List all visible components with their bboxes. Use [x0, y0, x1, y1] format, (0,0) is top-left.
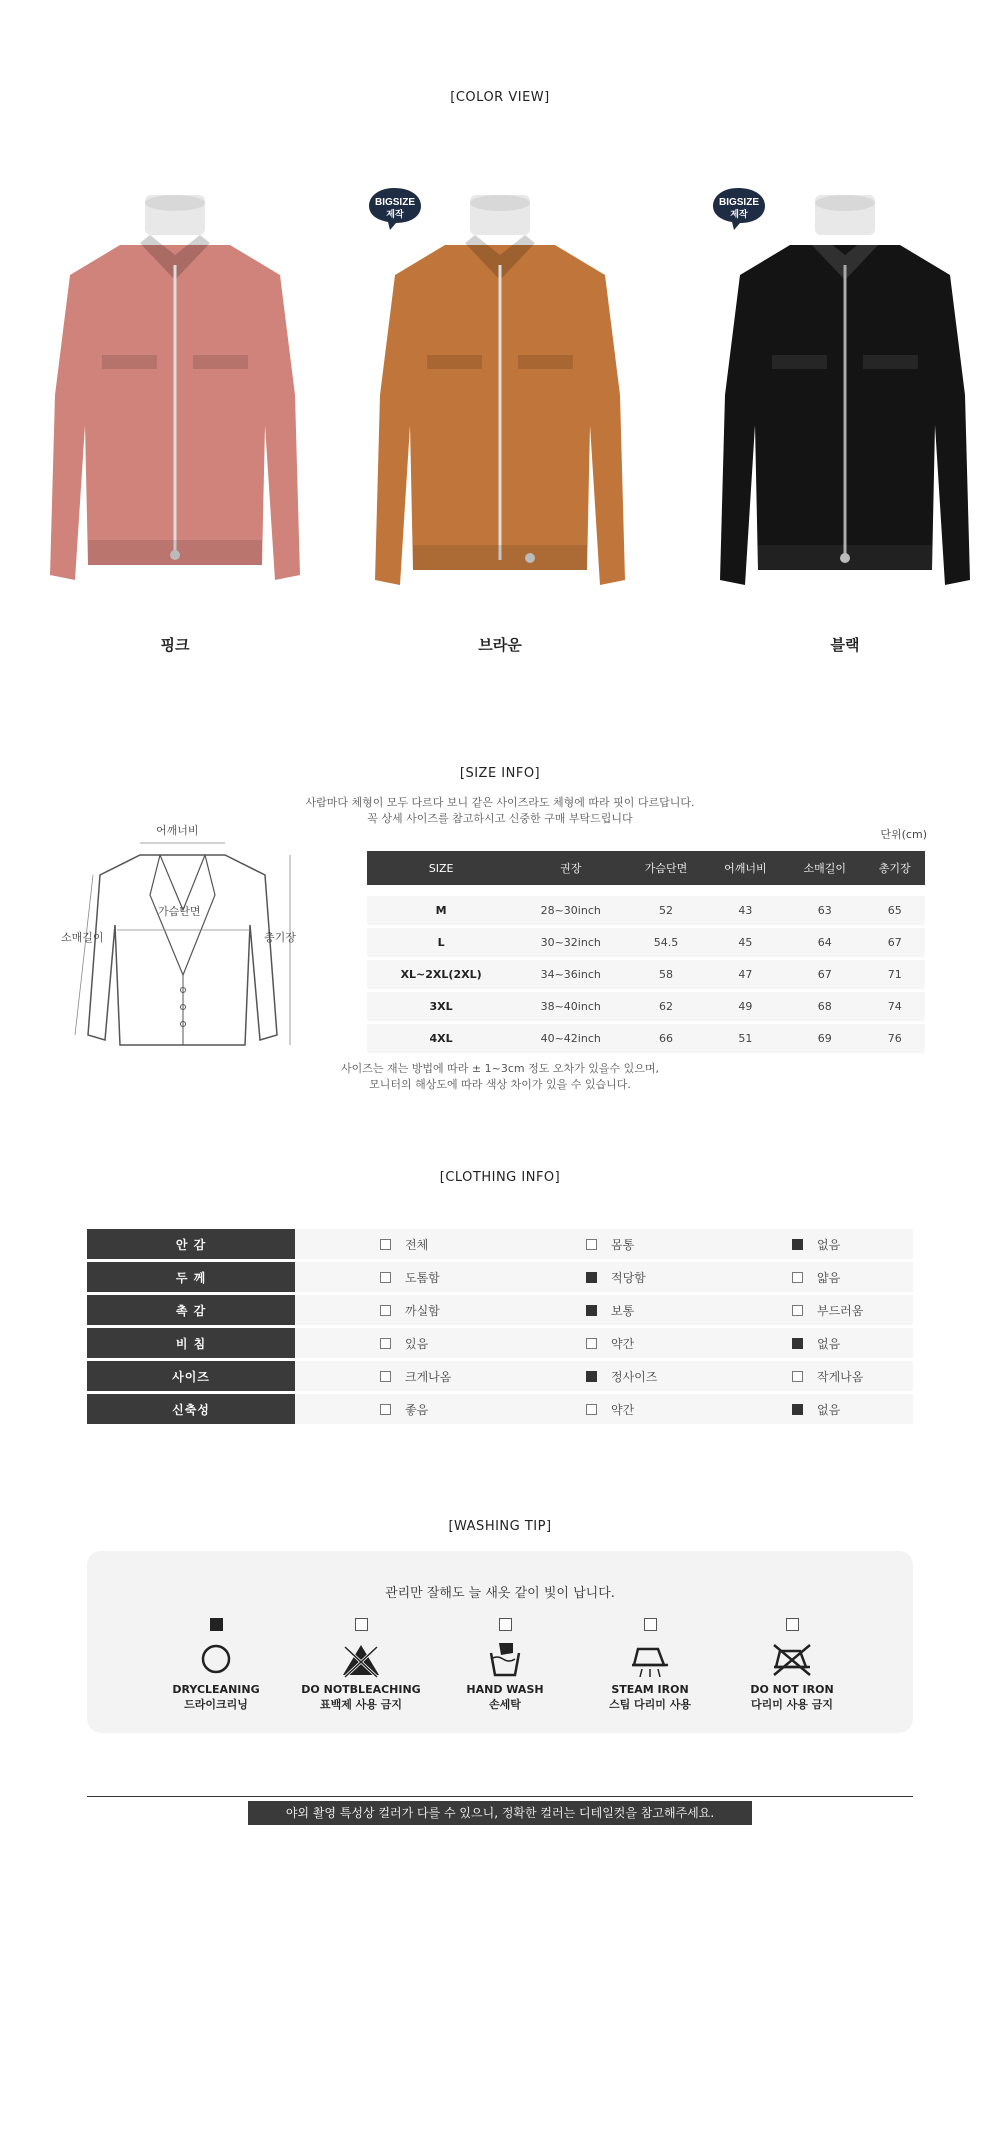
- size-cell: 45: [706, 925, 785, 957]
- clothing-option-label: 약간: [611, 1336, 635, 1351]
- size-cell: 34~36inch: [515, 957, 626, 989]
- clothing-option-label: 있음: [405, 1336, 429, 1351]
- table-row: [367, 893, 925, 925]
- size-table: [367, 851, 925, 1053]
- clothing-option: [295, 1229, 501, 1261]
- size-note-top-2: 꼭 상세 사이즈를 참고하시고 신중한 구매 부탁드립니다: [367, 812, 633, 825]
- clothing-option: [295, 1261, 501, 1294]
- size-cell: 74: [864, 989, 925, 1021]
- clothing-option-label: 없음: [817, 1336, 841, 1351]
- checkbox-icon: [586, 1272, 597, 1283]
- checkbox-icon: [792, 1272, 803, 1283]
- clothing-option: [501, 1229, 707, 1261]
- clothing-option-label: 크게나옴: [405, 1369, 452, 1384]
- clothing-option: [295, 1294, 501, 1327]
- clothing-option-label: 없음: [817, 1237, 841, 1252]
- checkbox-icon: [792, 1305, 803, 1316]
- clothing-row: [87, 1360, 913, 1393]
- size-header-cell: 권장: [515, 851, 626, 885]
- checkbox-icon: [380, 1404, 391, 1415]
- clothing-row-label: 사이즈: [87, 1360, 295, 1393]
- clothing-option-label: 도톰함: [405, 1270, 440, 1285]
- clothing-option: [295, 1327, 501, 1360]
- checkbox-icon: [380, 1371, 391, 1382]
- wash-label-ko: 표백제 사용 금지: [319, 1698, 403, 1711]
- size-cell: 43: [706, 893, 785, 925]
- checkbox-icon: [586, 1338, 597, 1349]
- jacket-illustration-brown: [355, 195, 645, 615]
- wash-item-steam-iron: [580, 1618, 720, 1712]
- clothing-option-label: 약간: [611, 1402, 635, 1417]
- wash-label-ko: 스팀 다리미 사용: [608, 1698, 692, 1711]
- wash-item-no-iron: [722, 1618, 862, 1712]
- clothing-row-label: 신축성: [87, 1393, 295, 1426]
- checkbox-icon: [792, 1239, 803, 1250]
- jacket-outline-diagram: [55, 835, 310, 1065]
- checkbox-icon: [792, 1338, 803, 1349]
- jacket-photo-black: [700, 195, 990, 615]
- wash-check: [499, 1618, 512, 1631]
- size-cell: 3XL: [367, 989, 515, 1021]
- size-header-cell: 총기장: [864, 851, 925, 885]
- size-cell: 47: [706, 957, 785, 989]
- color-view-title: [COLOR VIEW]: [450, 90, 550, 105]
- clothing-option-label: 정사이즈: [611, 1369, 658, 1384]
- color-name-pink: 핑크: [160, 636, 190, 654]
- wash-label-ko: 손세탁: [489, 1698, 521, 1711]
- size-cell: 28~30inch: [515, 893, 626, 925]
- size-cell: 76: [864, 1021, 925, 1053]
- table-row: [367, 957, 925, 989]
- clothing-option: [707, 1327, 913, 1360]
- bigsize-badge-brown: [366, 186, 426, 230]
- wash-label-en: HAND WASH: [466, 1683, 544, 1696]
- hand-wash-icon: [483, 1639, 527, 1679]
- checkbox-icon: [792, 1404, 803, 1415]
- clothing-option: [295, 1393, 501, 1426]
- checkbox-icon: [586, 1239, 597, 1250]
- size-note-bottom-1: 사이즈는 재는 방법에 따라 ± 1~3cm 정도 오차가 있을수 있으며,: [341, 1062, 659, 1075]
- wash-check: [210, 1618, 223, 1631]
- clothing-option: [501, 1360, 707, 1393]
- washing-tip-title: [WASHING TIP]: [448, 1519, 552, 1534]
- size-cell: 4XL: [367, 1021, 515, 1053]
- wash-label-en: STEAM IRON: [611, 1683, 689, 1696]
- clothing-option: [295, 1360, 501, 1393]
- washing-tip-lead: 관리만 잘해도 늘 새옷 같이 빛이 납니다.: [385, 1586, 615, 1601]
- badge-text-line1: BIGSIZE: [718, 197, 760, 208]
- wash-item-drycleaning: [146, 1618, 286, 1712]
- badge-text-line2: 제작: [730, 210, 748, 220]
- clothing-option-label: 보통: [611, 1303, 635, 1318]
- diagram-label-chest: 가슴단면: [158, 905, 201, 918]
- clothing-row: [87, 1294, 913, 1327]
- size-cell: 51: [706, 1021, 785, 1053]
- drycleaning-icon: [194, 1639, 238, 1679]
- clothing-row-label: 두 께: [87, 1261, 295, 1294]
- no-iron-icon: [770, 1639, 814, 1679]
- clothing-option-label: 좋음: [405, 1402, 429, 1417]
- size-cell: 64: [785, 925, 864, 957]
- size-header-cell: 어깨너비: [706, 851, 785, 885]
- size-note-top-1: 사람마다 체형이 모두 다르다 보니 같은 사이즈라도 체형에 따라 핏이 다르답니다.: [305, 796, 695, 809]
- clothing-option: [501, 1261, 707, 1294]
- size-cell: 69: [785, 1021, 864, 1053]
- checkbox-icon: [792, 1371, 803, 1382]
- size-cell: XL~2XL(2XL): [367, 957, 515, 989]
- clothing-row-label: 비 침: [87, 1327, 295, 1360]
- wash-label-ko: 다리미 사용 금지: [750, 1698, 834, 1711]
- steam-iron-icon: [628, 1639, 672, 1679]
- divider: [87, 1796, 913, 1797]
- size-cell: 30~32inch: [515, 925, 626, 957]
- checkbox-icon: [586, 1371, 597, 1382]
- no-bleach-icon: [339, 1639, 383, 1679]
- clothing-row: [87, 1327, 913, 1360]
- clothing-row-label: 촉 감: [87, 1294, 295, 1327]
- wash-label-en: DO NOT IRON: [750, 1683, 834, 1696]
- wash-check: [644, 1618, 657, 1631]
- unit-label: 단위(cm): [880, 828, 927, 841]
- clothing-option-label: 작게나옴: [817, 1369, 864, 1384]
- checkbox-icon: [380, 1338, 391, 1349]
- clothing-row: [87, 1229, 913, 1261]
- size-cell: 71: [864, 957, 925, 989]
- clothing-option-label: 까실함: [405, 1303, 440, 1318]
- table-row: [367, 989, 925, 1021]
- clothing-option-label: 적당함: [611, 1270, 646, 1285]
- size-cell: 58: [626, 957, 705, 989]
- clothing-info-title: [CLOTHING INFO]: [439, 1170, 561, 1185]
- size-info-title: [SIZE INFO]: [459, 766, 541, 781]
- size-cell: 40~42inch: [515, 1021, 626, 1053]
- color-notice-banner: 야외 촬영 특성상 컬러가 다를 수 있으니, 정확한 컬러는 디테일컷을 참고해주세요.: [248, 1801, 752, 1825]
- checkbox-icon: [380, 1272, 391, 1283]
- bigsize-badge-black: [710, 186, 770, 230]
- size-cell: 62: [626, 989, 705, 1021]
- clothing-option-label: 몸통: [611, 1237, 635, 1252]
- clothing-option: [501, 1294, 707, 1327]
- size-header-cell: SIZE: [367, 851, 515, 885]
- size-cell: 67: [785, 957, 864, 989]
- size-cell: 63: [785, 893, 864, 925]
- size-header-cell: 가슴단면: [626, 851, 705, 885]
- jacket-illustration-pink: [30, 195, 320, 615]
- clothing-option-label: 부드러움: [817, 1303, 864, 1318]
- wash-item-hand-wash: [435, 1618, 575, 1712]
- clothing-row: [87, 1393, 913, 1426]
- checkbox-icon: [586, 1404, 597, 1415]
- size-cell: 66: [626, 1021, 705, 1053]
- clothing-option: [707, 1229, 913, 1261]
- size-cell: 38~40inch: [515, 989, 626, 1021]
- clothing-option-label: 얇음: [817, 1270, 841, 1285]
- jacket-photo-brown: [355, 195, 645, 615]
- table-row: [367, 925, 925, 957]
- color-name-black: 블랙: [830, 636, 860, 654]
- size-cell: M: [367, 893, 515, 925]
- size-cell: 67: [864, 925, 925, 957]
- checkbox-icon: [586, 1305, 597, 1316]
- diagram-label-shoulder: 어깨너비: [156, 824, 199, 837]
- size-cell: 68: [785, 989, 864, 1021]
- size-cell: L: [367, 925, 515, 957]
- wash-item-no-bleach: [291, 1618, 431, 1712]
- checkbox-icon: [380, 1305, 391, 1316]
- size-table-header: [367, 851, 925, 885]
- badge-text-line2: 제작: [386, 210, 404, 220]
- size-cell: 52: [626, 893, 705, 925]
- clothing-option: [707, 1294, 913, 1327]
- table-row: [367, 1021, 925, 1053]
- clothing-option-label: 없음: [817, 1402, 841, 1417]
- jacket-photo-pink: [30, 195, 320, 615]
- size-diagram: [55, 835, 310, 1065]
- diagram-label-sleeve: 소매길이: [61, 931, 104, 944]
- clothing-option: [707, 1360, 913, 1393]
- size-header-cell: 소매길이: [785, 851, 864, 885]
- wash-check: [355, 1618, 368, 1631]
- wash-label-en: DRYCLEANING: [172, 1683, 260, 1696]
- wash-label-en: DO NOTBLEACHING: [301, 1683, 421, 1696]
- clothing-row: [87, 1261, 913, 1294]
- jacket-illustration-black: [700, 195, 990, 615]
- badge-text-line1: BIGSIZE: [374, 197, 416, 208]
- clothing-option: [707, 1393, 913, 1426]
- clothing-option: [501, 1327, 707, 1360]
- clothing-info-table: [87, 1229, 913, 1427]
- clothing-row-label: 안 감: [87, 1229, 295, 1261]
- wash-check: [786, 1618, 799, 1631]
- checkbox-icon: [380, 1239, 391, 1250]
- clothing-option-label: 전체: [405, 1237, 429, 1252]
- color-name-brown: 브라운: [478, 636, 522, 654]
- diagram-label-length: 총기장: [264, 931, 296, 944]
- size-cell: 54.5: [626, 925, 705, 957]
- clothing-option: [501, 1393, 707, 1426]
- size-cell: 65: [864, 893, 925, 925]
- clothing-option: [707, 1261, 913, 1294]
- size-cell: 49: [706, 989, 785, 1021]
- wash-label-ko: 드라이크리닝: [184, 1698, 248, 1711]
- size-note-bottom-2: 모니터의 해상도에 따라 색상 차이가 있을 수 있습니다.: [369, 1078, 631, 1091]
